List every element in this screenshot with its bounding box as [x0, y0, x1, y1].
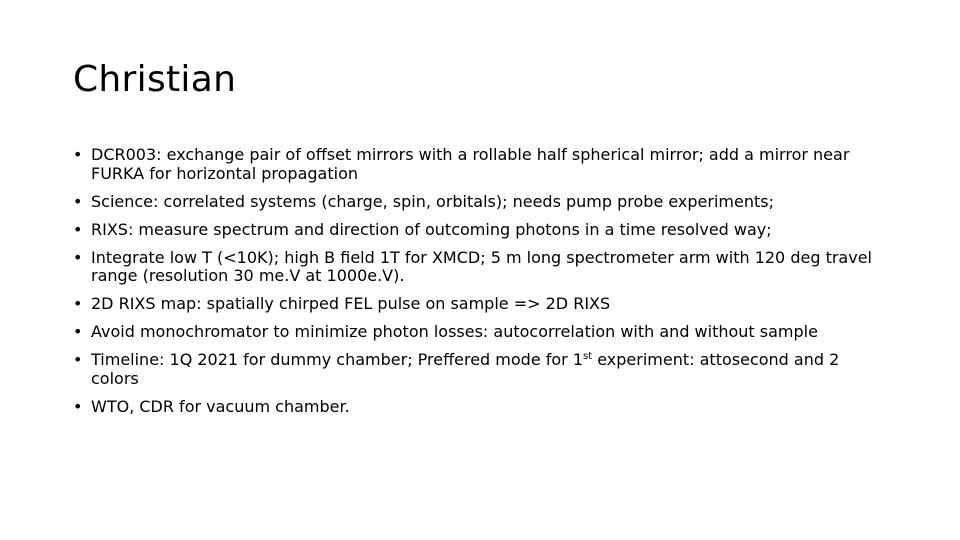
- bullet-item-wto-cdr: [72, 398, 872, 417]
- bullet-dot-icon: •: [73, 322, 83, 341]
- bullet-text-before: Timeline: 1Q 2021 for dummy chamber; Preffered mode for 1: [91, 350, 584, 369]
- slide-title: Christian: [73, 59, 237, 100]
- bullet-text: Avoid monochromator to minimize photon losses: autocorrelation with and without sample: [91, 322, 818, 341]
- bullet-text: RIXS: measure spectrum and direction of outcoming photons in a time resolved way;: [91, 219, 772, 239]
- bullet-item-rixs: [72, 221, 872, 240]
- bullet-text-after: experiment: attosecond and 2 colors: [91, 350, 840, 388]
- bullet-text: Integrate low T (<10K); high B field 1T for XMCD; 5 m long spectrometer arm with 120 deg travel range (resolution 30 me.V at 1000e.V).: [91, 247, 872, 285]
- bullet-item-science: [72, 193, 872, 212]
- bullet-dot-icon: •: [73, 350, 83, 369]
- bullet-dot-icon: •: [73, 294, 83, 313]
- bullet-dot-icon: •: [73, 145, 83, 164]
- bullet-item-dcr003: [72, 146, 872, 183]
- ordinal-superscript: st: [583, 351, 593, 362]
- bullet-text: Science: correlated systems (charge, spin, orbitals); needs pump probe experiments;: [91, 191, 774, 211]
- bullet-text: DCR003: exchange pair of offset mirrors with a rollable half spherical mirror; add a mirror near FURKA for horizontal propagation: [91, 145, 850, 183]
- bullet-dot-icon: •: [73, 247, 83, 267]
- bullet-text: WTO, CDR for vacuum chamber.: [91, 396, 350, 416]
- bullet-item-avoid-monochromator: [72, 323, 872, 342]
- bullet-text: [91, 350, 839, 388]
- bullet-dot-icon: •: [73, 219, 83, 239]
- bullet-item-integrate: [72, 249, 872, 286]
- bullet-text: 2D RIXS map: spatially chirped FEL pulse on sample => 2D RIXS: [91, 294, 611, 313]
- bullet-list: [72, 146, 872, 426]
- bullet-dot-icon: •: [73, 396, 83, 416]
- bullet-dot-icon: •: [73, 191, 83, 211]
- bullet-item-2d-rixs-map: [72, 295, 872, 314]
- bullet-item-timeline: [72, 351, 872, 388]
